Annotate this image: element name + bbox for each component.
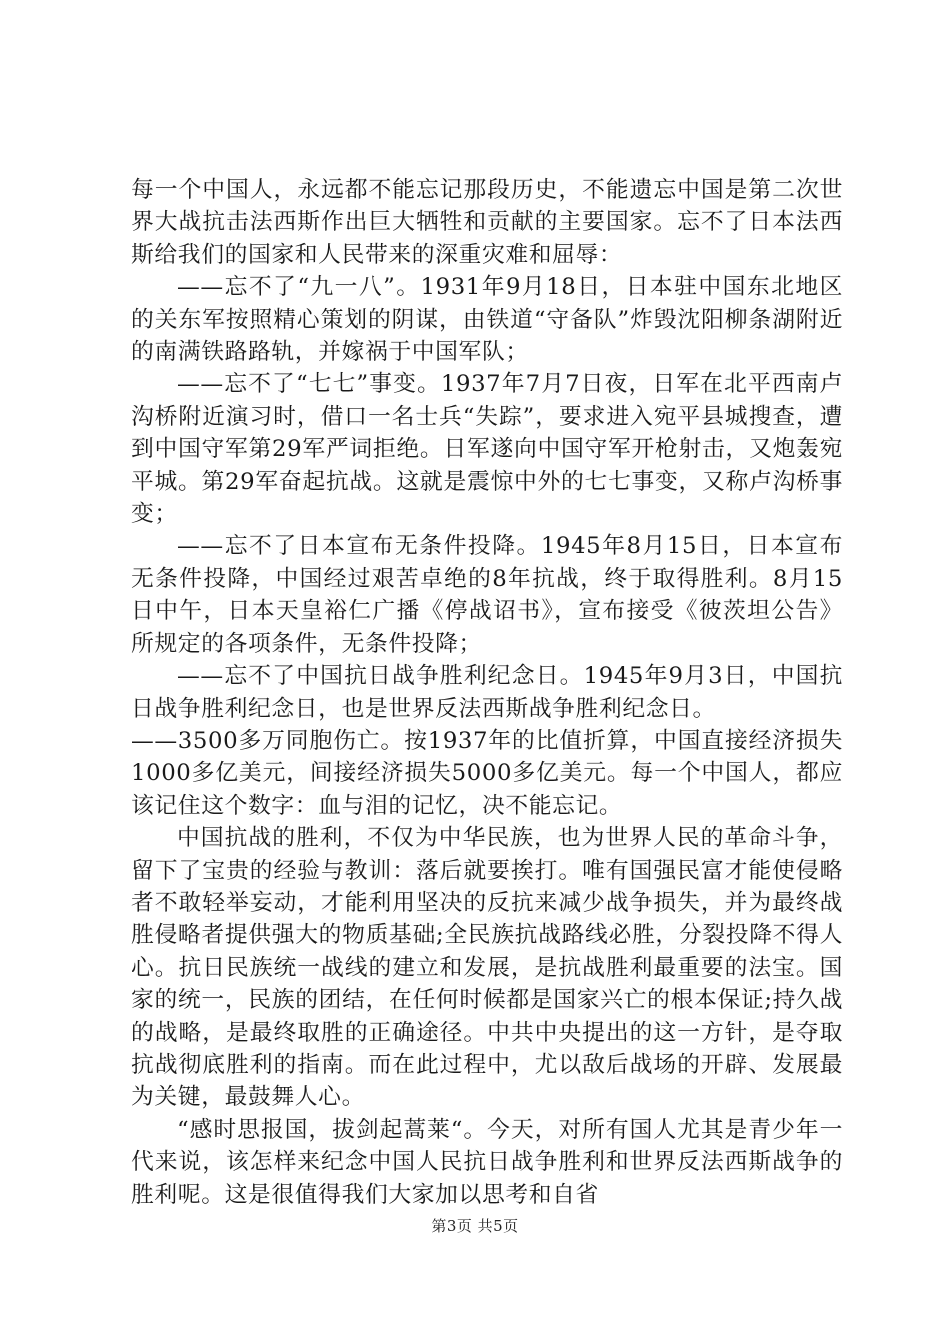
paragraph-6: ——3500多万同胞伤亡。按1937年的比值折算，中国直接经济损失1000多亿美元，间接经济损失5000多亿美元。每一个中国人，都应该记住这个数字：血与泪的记忆，决不能忘记。: [131, 727, 843, 819]
paragraph-8: “感时思报国，拔剑起蒿莱“。今天，对所有国人尤其是青少年一代来说，该怎样来纪念中国人民抗日战争胜利和世界反法西斯战争的胜利呢。这是很值得我们大家加以思考和自省: [131, 1116, 843, 1208]
page-number-footer: 第3页 共5页: [431, 1217, 519, 1235]
paragraph-2: ——忘不了“九一八”。1931年9月18日，日本驻中国东北地区的关东军按照精心策划的阴谋，由铁道“守备队”炸毁沈阳柳条湖附近的南满铁路路轨，并嫁祸于中国军队；: [131, 274, 843, 366]
document-body: [131, 174, 843, 1211]
paragraph-4: ——忘不了日本宣布无条件投降。1945年8月15日，日本宣布无条件投降，中国经过艰苦卓绝的8年抗战，终于取得胜利。8月15日中午，日本天皇裕仁广播《停战诏书》，宣布接受《彼茨坦公告》所规定的各项条件，无条件投降；: [131, 533, 843, 657]
paragraph-1: 每一个中国人，永远都不能忘记那段历史，不能遗忘中国是第二次世界大战抗击法西斯作出巨大牺牲和贡献的主要国家。忘不了日本法西斯给我们的国家和人民带来的深重灾难和屈辱：: [131, 177, 843, 268]
paragraph-3: ——忘不了“七七”事变。1937年7月7日夜，日军在北平西南卢沟桥附近演习时，借口一名士兵“失踪”，要求进入宛平县城搜查，遭到中国守军第29军严词拒绝。日军遂向中国守军开枪射击，又炮轰宛平城。第29军奋起抗战。这就是震惊中外的七七事变，又称卢沟桥事变；: [131, 371, 843, 528]
paragraph-5: ——忘不了中国抗日战争胜利纪念日。1945年9月3日，中国抗日战争胜利纪念日，也是世界反法西斯战争胜利纪念日。: [131, 663, 843, 722]
paragraph-7: 中国抗战的胜利，不仅为中华民族，也为世界人民的革命斗争，留下了宝贵的经验与教训：落后就要挨打。唯有国强民富才能使侵略者不敢轻举妄动，才能利用坚决的反抗来减少战争损失，并为最终战胜侵略者提供强大的物质基础;全民族抗战路线必胜，分裂投降不得人心。抗日民族统一战线的建立和发展，是抗战胜利最重要的法宝。国家的统一，民族的团结，在任何时候都是国家兴亡的根本保证;持久战的战略，是最终取胜的正确途径。中共中央提出的这一方针，是夺取抗战彻底胜利的指南。而在此过程中，尤以敌后战场的开辟、发展最为关键，最鼓舞人心。: [131, 825, 843, 1111]
